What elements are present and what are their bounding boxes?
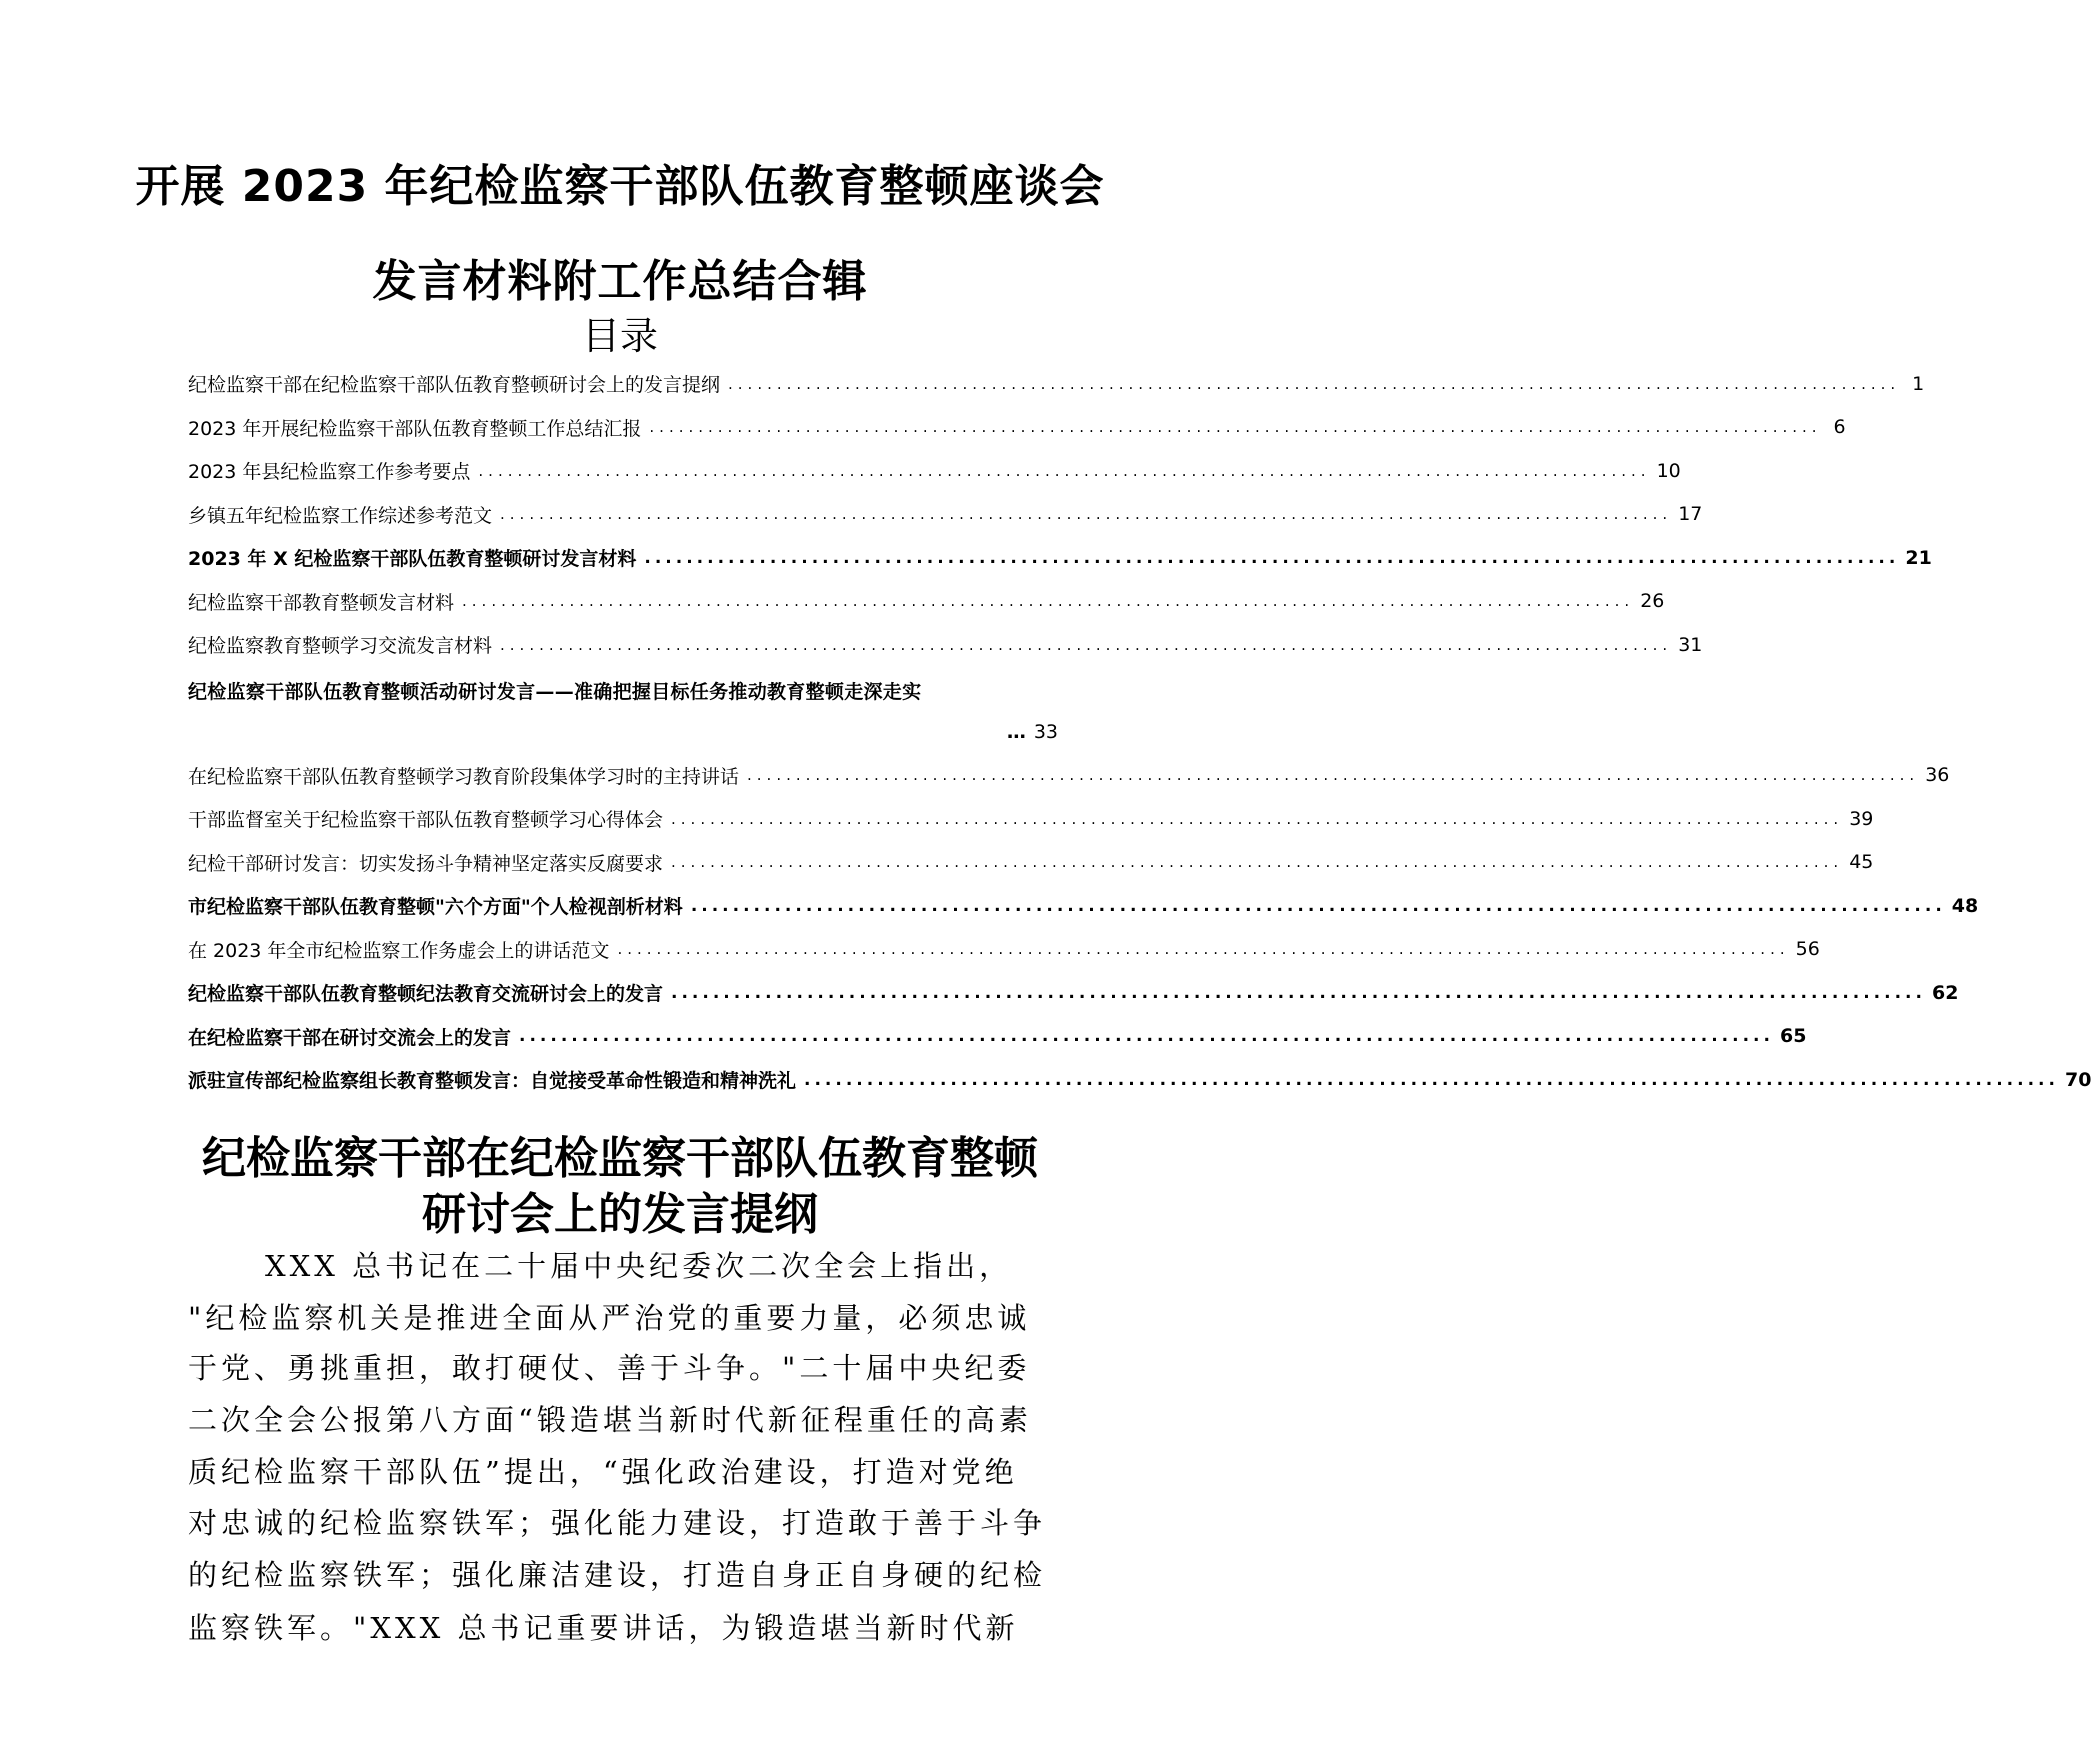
body-text-line: 质纪检监察干部队伍”提出，“强化政治建设，打造对党绝: [188, 1455, 1018, 1489]
toc-entry-label: 干部监督室关于纪检监察干部队伍教育整顿学习心得体会: [188, 809, 664, 832]
toc-entry-label: 2023 年 X 纪检监察干部队伍教育整顿研讨发言材料: [188, 548, 637, 571]
toc-entry[interactable]: [188, 797, 1874, 841]
toc-entry[interactable]: [188, 1015, 1807, 1059]
toc-entry[interactable]: [188, 754, 1950, 798]
body-text-line: 监察铁军。"XXX 总书记重要讲话，为锻造堪当新时代新: [188, 1611, 1019, 1645]
toc-leader: …: [1006, 720, 1026, 743]
document-title-line-2: 发言材料附工作总结合辑: [372, 256, 868, 307]
toc-entry[interactable]: [188, 536, 1932, 580]
toc-entry-page: 56: [1795, 938, 1820, 961]
toc-dot-leader: ........................................................................................................................: [617, 940, 1790, 959]
toc-dot-leader: ........................................................................................................................: [804, 1069, 2059, 1090]
document-title-line-1: 开展 2023 年纪检监察干部队伍教育整顿座谈会: [135, 161, 1105, 212]
table-of-contents: [188, 362, 2091, 1102]
toc-dot-leader: ........................................................................................................................: [671, 853, 1844, 872]
toc-entry[interactable]: [188, 841, 1874, 885]
toc-entry[interactable]: [188, 884, 1979, 928]
body-text-line: 二次全会公报第八方面“锻造堪当新时代新征程重任的高素: [188, 1403, 1032, 1437]
toc-entry-label: 2023 年开展纪检监察干部队伍教育整顿工作总结汇报: [188, 417, 642, 440]
toc-entry-tail: [1007, 721, 1058, 743]
toc-entry[interactable]: [188, 362, 1925, 406]
toc-entry-page: 65: [1779, 1025, 1807, 1048]
toc-entry-page: 48: [1951, 894, 1979, 917]
toc-entry-page: 10: [1656, 459, 1681, 482]
toc-entry-label: 纪检监察教育整顿学习交流发言材料: [188, 635, 493, 658]
toc-entry-page: 1: [1912, 372, 1925, 395]
toc-dot-leader: ........................................................................................................................: [671, 982, 1926, 1003]
toc-dot-leader: ........................................................................................................................: [644, 547, 1900, 568]
toc-entry-page: 33: [1033, 720, 1058, 743]
body-text-line: 于党、勇挑重担，敢打硬仗、善于斗争。"二十届中央纪委: [188, 1351, 1031, 1385]
toc-entry-page: 36: [1925, 764, 1950, 787]
toc-entry-label: 在 2023 年全市纪检监察工作务虚会上的讲话范文: [188, 939, 610, 962]
toc-dot-leader: ........................................................................................................................: [728, 374, 1901, 393]
toc-dot-leader: ........................................................................................................................: [747, 766, 1920, 785]
toc-entry-label: 派驻宣传部纪检监察组长教育整顿发言：自觉接受革命性锻造和精神洗礼: [188, 1070, 797, 1093]
toc-entry[interactable]: [188, 971, 1959, 1015]
toc-dot-leader: ........................................................................................................................: [690, 895, 1946, 916]
toc-entry-label: 纪检监察干部教育整顿发言材料: [188, 591, 455, 614]
toc-entry[interactable]: [188, 667, 1058, 754]
toc-entry-page: 17: [1678, 503, 1703, 526]
toc-dot-leader: ........................................................................................................................: [519, 1026, 1774, 1047]
toc-entry[interactable]: [188, 623, 1703, 667]
toc-entry-label: 纪检监察干部队伍教育整顿纪法教育交流研讨会上的发言: [188, 983, 664, 1006]
toc-entry-page: 6: [1833, 416, 1846, 439]
body-text-line: 对忠诚的纪检监察铁军；强化能力建设，打造敢于善于斗争: [188, 1506, 1047, 1540]
toc-entry[interactable]: [188, 406, 1846, 450]
toc-entry-label: 2023 年县纪检监察工作参考要点: [188, 461, 471, 484]
section-title-line-1: 纪检监察干部在纪检监察干部队伍教育整顿: [202, 1133, 1038, 1184]
toc-dot-leader: ........................................................................................................................: [671, 809, 1844, 828]
body-text-line: "纪检监察机关是推进全面从严治党的重要力量，必须忠诚: [188, 1301, 1031, 1335]
toc-entry-label: 纪检干部研讨发言：切实发扬斗争精神坚定落实反腐要求: [188, 852, 664, 875]
toc-heading: 目录: [581, 314, 658, 358]
toc-dot-leader: ........................................................................................................................: [462, 592, 1635, 611]
toc-entry[interactable]: [188, 493, 1703, 537]
toc-entry[interactable]: [188, 449, 1681, 493]
toc-dot-leader: ........................................................................................................................: [500, 505, 1673, 524]
toc-entry-page: 21: [1905, 546, 1932, 569]
toc-entry-page: 26: [1640, 590, 1665, 613]
toc-entry-label: 纪检监察干部队伍教育整顿活动研讨发言——准确把握目标任务推动教育整顿走深走实: [188, 680, 922, 703]
toc-entry-page: 70: [2064, 1068, 2091, 1091]
toc-entry-page: 39: [1849, 807, 1874, 830]
toc-entry[interactable]: [188, 580, 1665, 624]
toc-entry[interactable]: [188, 928, 1820, 972]
toc-entry[interactable]: [188, 1058, 2091, 1102]
toc-entry-page: 62: [1931, 981, 1959, 1004]
toc-entry-page: 31: [1678, 633, 1703, 656]
toc-dot-leader: ........................................................................................................................: [478, 461, 1651, 480]
section-title-line-2: 研讨会上的发言提纲: [422, 1189, 818, 1240]
toc-entry-label: 市纪检监察干部队伍教育整顿"六个方面"个人检视剖析材料: [188, 896, 683, 919]
body-text-line: XXX 总书记在二十届中央纪委次二次全会上指出，: [265, 1249, 1013, 1283]
toc-entry-label: 在纪检监察干部在研讨交流会上的发言: [188, 1026, 512, 1049]
body-text-line: 的纪检监察铁军；强化廉洁建设，打造自身正自身硬的纪检: [188, 1558, 1047, 1592]
toc-dot-leader: ........................................................................................................................: [649, 418, 1822, 437]
toc-dot-leader: ........................................................................................................................: [500, 635, 1673, 654]
toc-entry-label: 在纪检监察干部队伍教育整顿学习教育阶段集体学习时的主持讲话: [188, 765, 740, 788]
toc-entry-label: 纪检监察干部在纪检监察干部队伍教育整顿研讨会上的发言提纲: [188, 374, 721, 397]
toc-entry-page: 45: [1849, 851, 1874, 874]
toc-entry-label: 乡镇五年纪检监察工作综述参考范文: [188, 504, 493, 527]
